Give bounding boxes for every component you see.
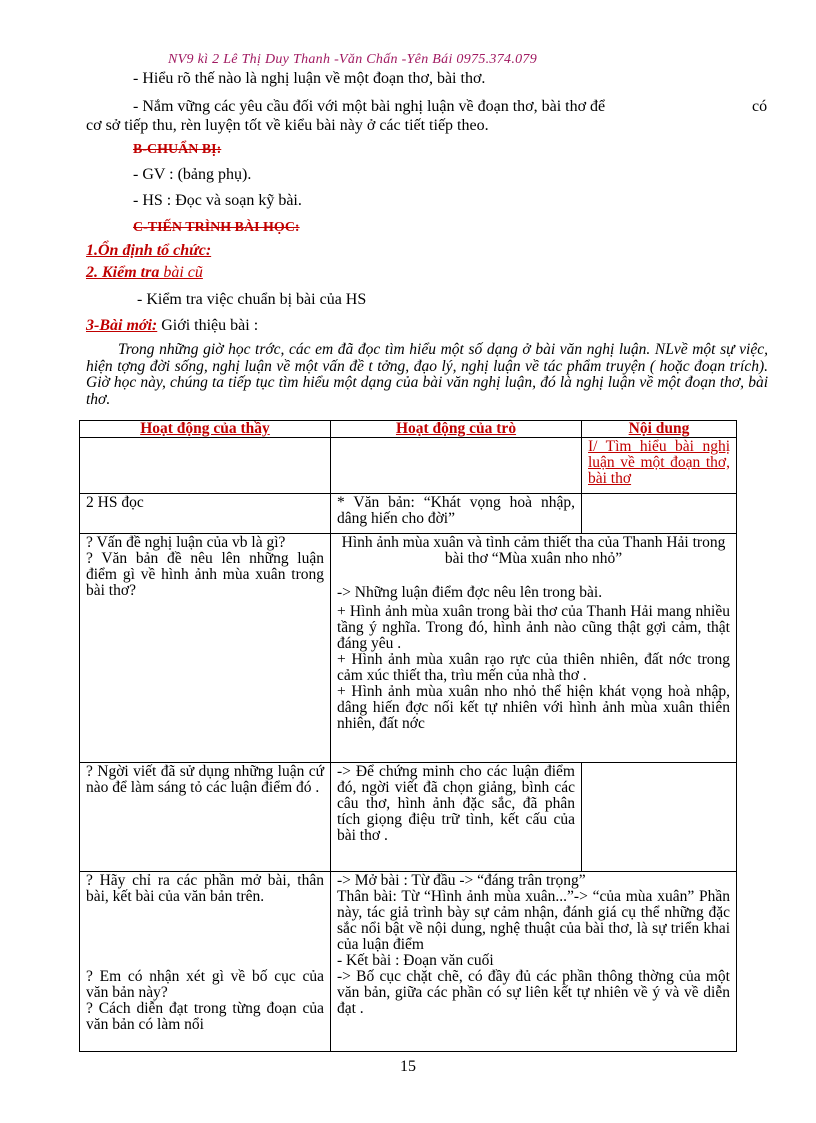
table-header-row bbox=[80, 421, 737, 438]
step-3 bbox=[86, 316, 258, 335]
student-answer: - Kết bài : Đoạn văn cuối bbox=[337, 952, 494, 969]
header-content: Nội dung bbox=[582, 421, 737, 438]
objective-2-tail: có bbox=[752, 98, 768, 115]
cell-empty bbox=[582, 763, 737, 872]
teacher-question: ? Văn bản đề nêu lên những luận điểm gì về hình ảnh mùa xuân trong bài thơ? bbox=[86, 550, 324, 599]
prep-item-gv: - GV : (bảng phụ). bbox=[133, 166, 252, 183]
prep-title: B-CHUẨN BỊ: bbox=[133, 142, 222, 157]
table-row bbox=[80, 534, 737, 763]
student-answer: -> Mở bài : Từ đầu -> “đáng trân trọng” bbox=[337, 872, 586, 889]
cell-empty bbox=[331, 438, 582, 494]
header-student: Hoạt động của trò bbox=[331, 421, 582, 438]
teacher-question: ? Em có nhận xét gì về bố cục của văn bản này? bbox=[86, 968, 324, 1001]
cell-teacher bbox=[80, 872, 331, 1052]
objective-2: - Nắm vững các yêu cầu đối với một bài nghị luận về đoạn thơ, bài thơ để bbox=[133, 98, 606, 115]
step-1: 1.Ổn định tổ chức: bbox=[86, 242, 212, 259]
process-title: C-TIẾN TRÌNH BÀI HỌC: bbox=[133, 220, 300, 235]
table-row bbox=[80, 763, 737, 872]
teacher-question: ? Cách diễn đạt trong từng đoạn của văn bản có làm nổi bbox=[86, 1000, 324, 1033]
cell-student: * Văn bản: “Khát vọng hoà nhập, dâng hiến cho đời” bbox=[331, 494, 582, 534]
teacher-question: ? Vấn đề nghị luận của vb là gì? bbox=[86, 534, 286, 551]
table-row bbox=[80, 494, 737, 534]
step-2 bbox=[86, 263, 203, 282]
cell-empty bbox=[582, 494, 737, 534]
student-answer: Hình ảnh mùa xuân và tình cảm thiết tha của Thanh Hải trong bài thơ “Mùa xuân nho nhỏ” bbox=[341, 534, 726, 567]
step-3-label: 3-Bài mới: bbox=[86, 317, 158, 334]
step-2-rest: bài cũ bbox=[159, 264, 203, 281]
table-row bbox=[80, 438, 737, 494]
student-answer: + Hình ảnh mùa xuân trong bài thơ của Thanh Hải mang nhiều tầng ý nghĩa. Trong đó, hình ảnh nào cũng thật gợi cảm, thật đáng yêu . bbox=[337, 603, 730, 652]
table-row bbox=[80, 872, 737, 1052]
student-answer: -> Những luận điểm đợc nêu lên trong bài. bbox=[337, 584, 603, 601]
step-3-rest: Giới thiệu bài : bbox=[157, 317, 259, 334]
prep-item-hs: - HS : Đọc và soạn kỹ bài. bbox=[133, 192, 302, 209]
page-header: NV9 kì 2 Lê Thị Duy Thanh -Văn Chấn -Yên Bái 0975.374.079 bbox=[168, 52, 538, 67]
cell-empty bbox=[80, 438, 331, 494]
student-answer: + Hình ảnh mùa xuân nho nhỏ thể hiện khát vọng hoà nhập, dâng hiến đợc nối kết tự nhiên với hình ảnh mùa xuân thiên nhiên, đất nớc bbox=[337, 683, 730, 732]
cell-student bbox=[331, 534, 737, 763]
lesson-table bbox=[79, 420, 737, 1052]
step-2-item: - Kiểm tra việc chuẩn bị bài của HS bbox=[137, 291, 367, 308]
objective-1: - Hiểu rõ thế nào là nghị luận về một đoạn thơ, bài thơ. bbox=[133, 70, 486, 87]
objective-2-cont: cơ sở tiếp thu, rèn luyện tốt về kiểu bài này ở các tiết tiếp theo. bbox=[86, 117, 489, 134]
intro-paragraph: Trong những giờ học trớc, các em đã đọc tìm hiểu một số dạng ở bài văn nghị luận. NLvề một sự việc, hiện tợng đời sống, nghị luận về một vấn đề t tởng, đạo lý, nghị luận về tác phẩm truyện ( hoặc đoạn trích). Giờ học này, chúng ta tiếp tục tìm hiểu một dạng của bài văn nghị luận, đó là nghị luận về một đoạn thơ, bài thơ. bbox=[86, 341, 768, 408]
student-answer: -> Bố cục chặt chẽ, có đầy đủ các phần thông thờng của một văn bản, giữa các phần có sự liên kết tự nhiên về ý và về diễn đạt . bbox=[337, 968, 730, 1017]
page-number: 15 bbox=[400, 1058, 416, 1075]
cell-teacher bbox=[80, 534, 331, 763]
step-2-label: 2. Kiểm tra bbox=[86, 264, 160, 281]
student-answer: Thân bài: Từ “Hình ảnh mùa xuân...”-> “của mùa xuân” Phần này, tác giả trình bày sự cảm nhận, đánh giá cụ thể những đặc sắc nổi bật về nội dung, nghệ thuật của bài thơ, là sự triển khai của luận điểm bbox=[337, 888, 730, 953]
student-answer: + Hình ảnh mùa xuân rạo rực của thiên nhiên, đất nớc trong cảm xúc thiết tha, trìu mến của nhà thơ . bbox=[337, 651, 730, 684]
cell-student bbox=[331, 872, 737, 1052]
header-teacher: Hoạt động của thầy bbox=[80, 421, 331, 438]
cell-student: -> Để chứng minh cho các luận điểm đó, ngời viết đã chọn giảng, bình các câu thơ, hình ảnh đặc sắc, đã phân tích giọng điệu trữ tình, kết cấu của bài thơ . bbox=[331, 763, 582, 872]
cell-teacher: 2 HS đọc bbox=[80, 494, 331, 534]
teacher-question: ? Hãy chỉ ra các phần mở bài, thân bài, kết bài của văn bản trên. bbox=[86, 872, 324, 905]
section-title: I/ Tìm hiểu bài nghị luận về một đoạn thơ, bài thơ bbox=[582, 438, 737, 494]
cell-teacher: ? Ngời viết đã sử dụng những luận cứ nào để làm sáng tỏ các luận điểm đó . bbox=[80, 763, 331, 872]
